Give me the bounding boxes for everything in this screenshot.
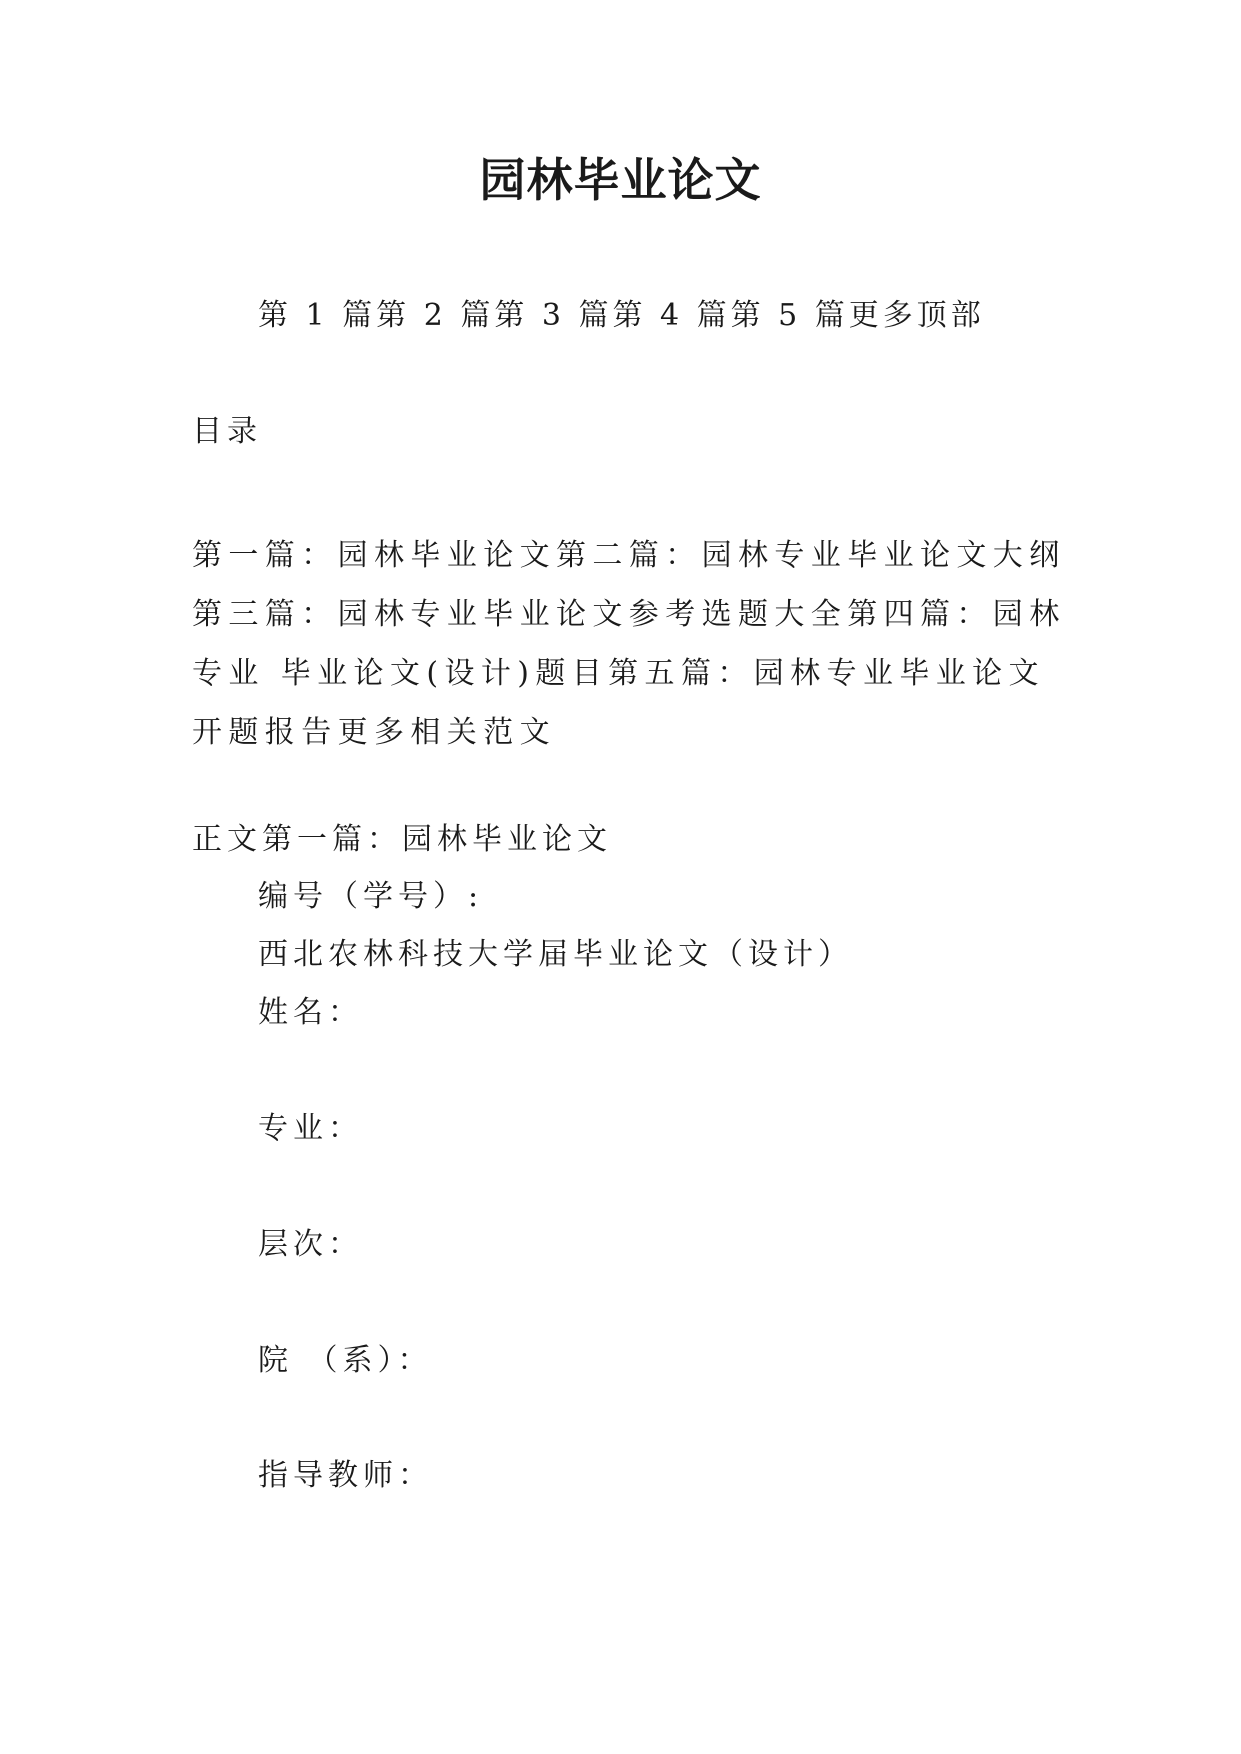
toc-heading: 目录 (192, 414, 262, 449)
student-number-label: 编号（学号）: (258, 879, 484, 914)
article-nav-links[interactable]: 第 1 篇第 2 篇第 3 篇第 4 篇第 5 篇更多顶部 (258, 298, 985, 333)
level-label: 层次： (258, 1227, 363, 1262)
major-label: 专业： (258, 1111, 363, 1146)
name-label: 姓名： (258, 995, 363, 1030)
body-heading: 正文第一篇：园林毕业论文 (192, 822, 612, 857)
school-thesis-line: 西北农林科技大学届毕业论文（设计） (258, 937, 853, 972)
document-title: 园林毕业论文 (479, 153, 762, 207)
advisor-label: 指导教师： (258, 1458, 433, 1493)
department-label: 院 （系）： (258, 1343, 433, 1378)
toc-list[interactable]: 第一篇：园林毕业论文第二篇：园林专业毕业论文大纲第三篇：园林专业毕业论文参考选题大全第四篇：园林专业 毕业论文(设计)题目第五篇：园林专业毕业论文开题报告更多相关范文 (192, 538, 1066, 750)
